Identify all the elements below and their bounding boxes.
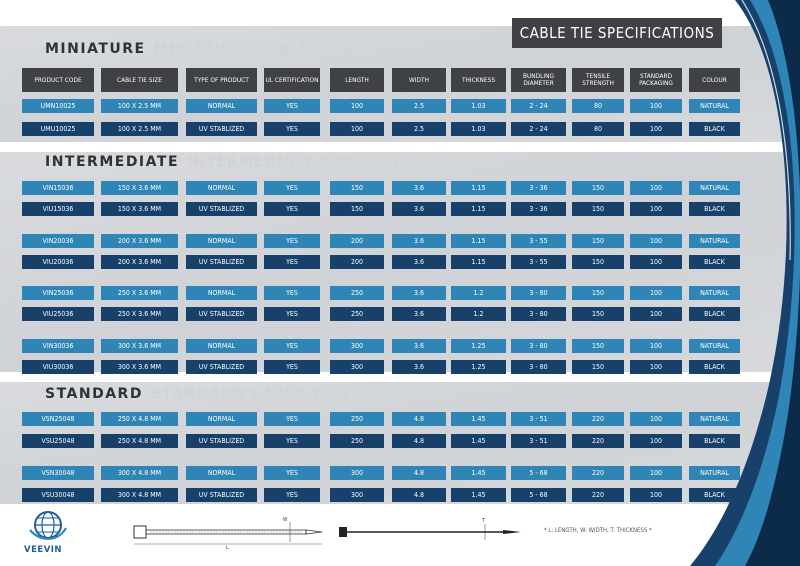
cell-bundle: 2 - 24 bbox=[511, 122, 566, 136]
cell-tensile: 220 bbox=[572, 434, 624, 448]
cell-code: VIU20036 bbox=[22, 255, 94, 269]
cell-pack: 100 bbox=[630, 307, 682, 321]
cell-size: 300 X 4.8 MM bbox=[101, 466, 178, 480]
section-title-intermediate bbox=[45, 154, 420, 170]
cable-tie-top-view-icon bbox=[130, 518, 330, 548]
cell-ul: YES bbox=[264, 202, 320, 216]
cell-tensile: 80 bbox=[572, 99, 624, 113]
cell-size: 300 X 4.8 MM bbox=[101, 488, 178, 502]
cell-length: 300 bbox=[330, 488, 384, 502]
cell-tensile: 150 bbox=[572, 307, 624, 321]
column-header-length: LENGTH bbox=[330, 68, 384, 92]
column-header-pack: STANDARD PACKAGING bbox=[630, 68, 682, 92]
cell-size: 300 X 3.6 MM bbox=[101, 339, 178, 353]
cell-length: 300 bbox=[330, 466, 384, 480]
cell-bundle: 3 - 80 bbox=[511, 307, 566, 321]
cell-type: UV STABLIZED bbox=[186, 488, 257, 502]
cell-width: 3.6 bbox=[392, 286, 446, 300]
cell-length: 250 bbox=[330, 412, 384, 426]
cell-width: 3.6 bbox=[392, 360, 446, 374]
cell-type: NORMAL bbox=[186, 286, 257, 300]
cell-length: 100 bbox=[330, 122, 384, 136]
cell-length: 200 bbox=[330, 255, 384, 269]
cell-width: 3.6 bbox=[392, 202, 446, 216]
section-title-watermark: STANDARD CABLE TIES bbox=[150, 386, 351, 402]
column-header-width: WIDTH bbox=[392, 68, 446, 92]
cell-ul: YES bbox=[264, 122, 320, 136]
cell-code: VSN30048 bbox=[22, 466, 94, 480]
cell-thickness: 1.03 bbox=[451, 122, 506, 136]
cell-bundle: 3 - 36 bbox=[511, 202, 566, 216]
cell-bundle: 3 - 55 bbox=[511, 234, 566, 248]
cell-length: 250 bbox=[330, 307, 384, 321]
cell-pack: 100 bbox=[630, 234, 682, 248]
cell-tensile: 150 bbox=[572, 339, 624, 353]
cell-length: 150 bbox=[330, 181, 384, 195]
cell-ul: YES bbox=[264, 412, 320, 426]
cell-colour: BLACK bbox=[689, 360, 740, 374]
section-title-text: STANDARD bbox=[45, 386, 143, 402]
cell-width: 3.6 bbox=[392, 255, 446, 269]
cell-code: VIN15036 bbox=[22, 181, 94, 195]
column-header-tensile: TENSILE STRENGTH bbox=[572, 68, 624, 92]
cell-thickness: 1.15 bbox=[451, 255, 506, 269]
cell-bundle: 2 - 24 bbox=[511, 99, 566, 113]
cell-colour: NATURAL bbox=[689, 412, 740, 426]
thickness-dim-label: T bbox=[482, 518, 485, 524]
cell-tensile: 150 bbox=[572, 255, 624, 269]
cell-thickness: 1.45 bbox=[451, 488, 506, 502]
cell-bundle: 5 - 68 bbox=[511, 466, 566, 480]
cell-tensile: 220 bbox=[572, 412, 624, 426]
cell-length: 250 bbox=[330, 286, 384, 300]
cell-colour: NATURAL bbox=[689, 286, 740, 300]
cell-tensile: 220 bbox=[572, 488, 624, 502]
cell-bundle: 5 - 68 bbox=[511, 488, 566, 502]
cell-type: UV STABLIZED bbox=[186, 202, 257, 216]
cell-tensile: 150 bbox=[572, 360, 624, 374]
cell-tensile: 220 bbox=[572, 466, 624, 480]
cell-code: VIU25036 bbox=[22, 307, 94, 321]
cell-code: VSN25048 bbox=[22, 412, 94, 426]
cell-size: 250 X 4.8 MM bbox=[101, 412, 178, 426]
width-dim-label: W bbox=[283, 517, 288, 523]
section-title-watermark: INTERMEDIATE CABLE TIES bbox=[187, 154, 421, 170]
cell-ul: YES bbox=[264, 466, 320, 480]
cell-type: NORMAL bbox=[186, 181, 257, 195]
cell-ul: YES bbox=[264, 339, 320, 353]
cell-width: 4.8 bbox=[392, 466, 446, 480]
cell-width: 4.8 bbox=[392, 434, 446, 448]
cell-size: 250 X 4.8 MM bbox=[101, 434, 178, 448]
cell-bundle: 3 - 51 bbox=[511, 412, 566, 426]
cell-thickness: 1.2 bbox=[451, 307, 506, 321]
cell-bundle: 3 - 36 bbox=[511, 181, 566, 195]
cell-ul: YES bbox=[264, 488, 320, 502]
column-header-type: TYPE OF PRODUCT bbox=[186, 68, 257, 92]
cell-tensile: 150 bbox=[572, 286, 624, 300]
cell-size: 200 X 3.6 MM bbox=[101, 234, 178, 248]
cell-pack: 100 bbox=[630, 434, 682, 448]
cell-colour: BLACK bbox=[689, 488, 740, 502]
cell-pack: 100 bbox=[630, 286, 682, 300]
cell-code: VIN25036 bbox=[22, 286, 94, 300]
column-header-colour: COLOUR bbox=[689, 68, 740, 92]
cell-pack: 100 bbox=[630, 339, 682, 353]
cell-colour: BLACK bbox=[689, 307, 740, 321]
cell-pack: 100 bbox=[630, 181, 682, 195]
cell-ul: YES bbox=[264, 286, 320, 300]
cell-colour: NATURAL bbox=[689, 99, 740, 113]
cell-colour: BLACK bbox=[689, 122, 740, 136]
cell-width: 4.8 bbox=[392, 412, 446, 426]
cell-type: NORMAL bbox=[186, 234, 257, 248]
cell-thickness: 1.45 bbox=[451, 466, 506, 480]
cell-type: NORMAL bbox=[186, 466, 257, 480]
cell-tensile: 150 bbox=[572, 181, 624, 195]
cell-width: 3.6 bbox=[392, 339, 446, 353]
cell-ul: YES bbox=[264, 360, 320, 374]
cell-width: 3.6 bbox=[392, 181, 446, 195]
cell-size: 100 X 2.5 MM bbox=[101, 122, 178, 136]
cell-pack: 100 bbox=[630, 202, 682, 216]
column-header-ul: UL CERTIFICATION bbox=[264, 68, 320, 92]
cell-length: 250 bbox=[330, 434, 384, 448]
section-title-text: MINIATURE bbox=[45, 41, 146, 57]
cell-thickness: 1.25 bbox=[451, 360, 506, 374]
cell-bundle: 3 - 80 bbox=[511, 339, 566, 353]
page-title: CABLE TIE SPECIFICATIONS bbox=[512, 18, 722, 48]
cell-size: 150 X 3.6 MM bbox=[101, 181, 178, 195]
cell-ul: YES bbox=[264, 307, 320, 321]
cell-length: 300 bbox=[330, 360, 384, 374]
cell-width: 3.6 bbox=[392, 307, 446, 321]
cell-width: 4.8 bbox=[392, 488, 446, 502]
cell-type: UV STABLIZED bbox=[186, 360, 257, 374]
cell-thickness: 1.25 bbox=[451, 339, 506, 353]
column-header-thickness: THICKNESS bbox=[451, 68, 506, 92]
cell-ul: YES bbox=[264, 434, 320, 448]
cell-type: NORMAL bbox=[186, 99, 257, 113]
cell-thickness: 1.15 bbox=[451, 202, 506, 216]
cell-colour: BLACK bbox=[689, 255, 740, 269]
cell-size: 100 X 2.5 MM bbox=[101, 99, 178, 113]
length-dim-label: L bbox=[226, 545, 229, 551]
cell-size: 300 X 3.6 MM bbox=[101, 360, 178, 374]
cable-tie-side-view-icon bbox=[335, 520, 525, 544]
cell-length: 100 bbox=[330, 99, 384, 113]
cell-code: VSU30048 bbox=[22, 488, 94, 502]
cell-colour: BLACK bbox=[689, 434, 740, 448]
cell-code: VIU30036 bbox=[22, 360, 94, 374]
cell-bundle: 3 - 80 bbox=[511, 286, 566, 300]
cell-tensile: 80 bbox=[572, 122, 624, 136]
cell-type: UV STABLIZED bbox=[186, 307, 257, 321]
cell-type: UV STABLIZED bbox=[186, 434, 257, 448]
cell-thickness: 1.2 bbox=[451, 286, 506, 300]
cell-pack: 100 bbox=[630, 122, 682, 136]
cell-pack: 100 bbox=[630, 360, 682, 374]
cell-code: VSU25048 bbox=[22, 434, 94, 448]
cell-type: NORMAL bbox=[186, 412, 257, 426]
cell-ul: YES bbox=[264, 255, 320, 269]
section-title-watermark: MINIATURE CABLE TIES bbox=[153, 41, 356, 57]
cell-width: 2.5 bbox=[392, 99, 446, 113]
cell-colour: NATURAL bbox=[689, 466, 740, 480]
cell-thickness: 1.15 bbox=[451, 234, 506, 248]
section-title-miniature bbox=[45, 41, 355, 57]
cell-thickness: 1.15 bbox=[451, 181, 506, 195]
cell-code: VIN20036 bbox=[22, 234, 94, 248]
cell-length: 300 bbox=[330, 339, 384, 353]
cell-colour: NATURAL bbox=[689, 181, 740, 195]
cell-tensile: 150 bbox=[572, 234, 624, 248]
cell-ul: YES bbox=[264, 99, 320, 113]
cell-width: 2.5 bbox=[392, 122, 446, 136]
cell-size: 200 X 3.6 MM bbox=[101, 255, 178, 269]
column-header-code: PRODUCT CODE bbox=[22, 68, 94, 92]
cell-pack: 100 bbox=[630, 412, 682, 426]
cell-pack: 100 bbox=[630, 488, 682, 502]
cell-colour: NATURAL bbox=[689, 234, 740, 248]
cell-length: 200 bbox=[330, 234, 384, 248]
cell-ul: YES bbox=[264, 234, 320, 248]
cell-colour: NATURAL bbox=[689, 339, 740, 353]
cell-bundle: 3 - 51 bbox=[511, 434, 566, 448]
cell-code: UMN10025 bbox=[22, 99, 94, 113]
cell-code: VIN30036 bbox=[22, 339, 94, 353]
column-header-size: CABLE TIE SIZE bbox=[101, 68, 178, 92]
cell-pack: 100 bbox=[630, 99, 682, 113]
cell-thickness: 1.45 bbox=[451, 412, 506, 426]
globe-logo-icon bbox=[28, 508, 68, 544]
cell-size: 250 X 3.6 MM bbox=[101, 307, 178, 321]
section-title-text: INTERMEDIATE bbox=[45, 154, 180, 170]
cell-tensile: 150 bbox=[572, 202, 624, 216]
cell-thickness: 1.03 bbox=[451, 99, 506, 113]
cell-bundle: 3 - 55 bbox=[511, 255, 566, 269]
cell-code: VIU15036 bbox=[22, 202, 94, 216]
cell-type: NORMAL bbox=[186, 339, 257, 353]
cell-type: UV STABLIZED bbox=[186, 255, 257, 269]
section-title-standard bbox=[45, 386, 350, 402]
cell-bundle: 3 - 80 bbox=[511, 360, 566, 374]
cell-pack: 100 bbox=[630, 255, 682, 269]
cell-pack: 100 bbox=[630, 466, 682, 480]
dimension-legend: * L: LENGTH, W: WIDTH, T: THICKNESS * bbox=[544, 527, 652, 534]
cell-size: 150 X 3.6 MM bbox=[101, 202, 178, 216]
column-header-bundle: BUNDLING DIAMETER bbox=[511, 68, 566, 92]
cell-length: 150 bbox=[330, 202, 384, 216]
company-logo-text: VEEVIN bbox=[24, 545, 63, 555]
cell-colour: BLACK bbox=[689, 202, 740, 216]
cell-size: 250 X 3.6 MM bbox=[101, 286, 178, 300]
cell-code: UMU10025 bbox=[22, 122, 94, 136]
cell-thickness: 1.45 bbox=[451, 434, 506, 448]
cell-ul: YES bbox=[264, 181, 320, 195]
cell-width: 3.6 bbox=[392, 234, 446, 248]
cell-type: UV STABLIZED bbox=[186, 122, 257, 136]
